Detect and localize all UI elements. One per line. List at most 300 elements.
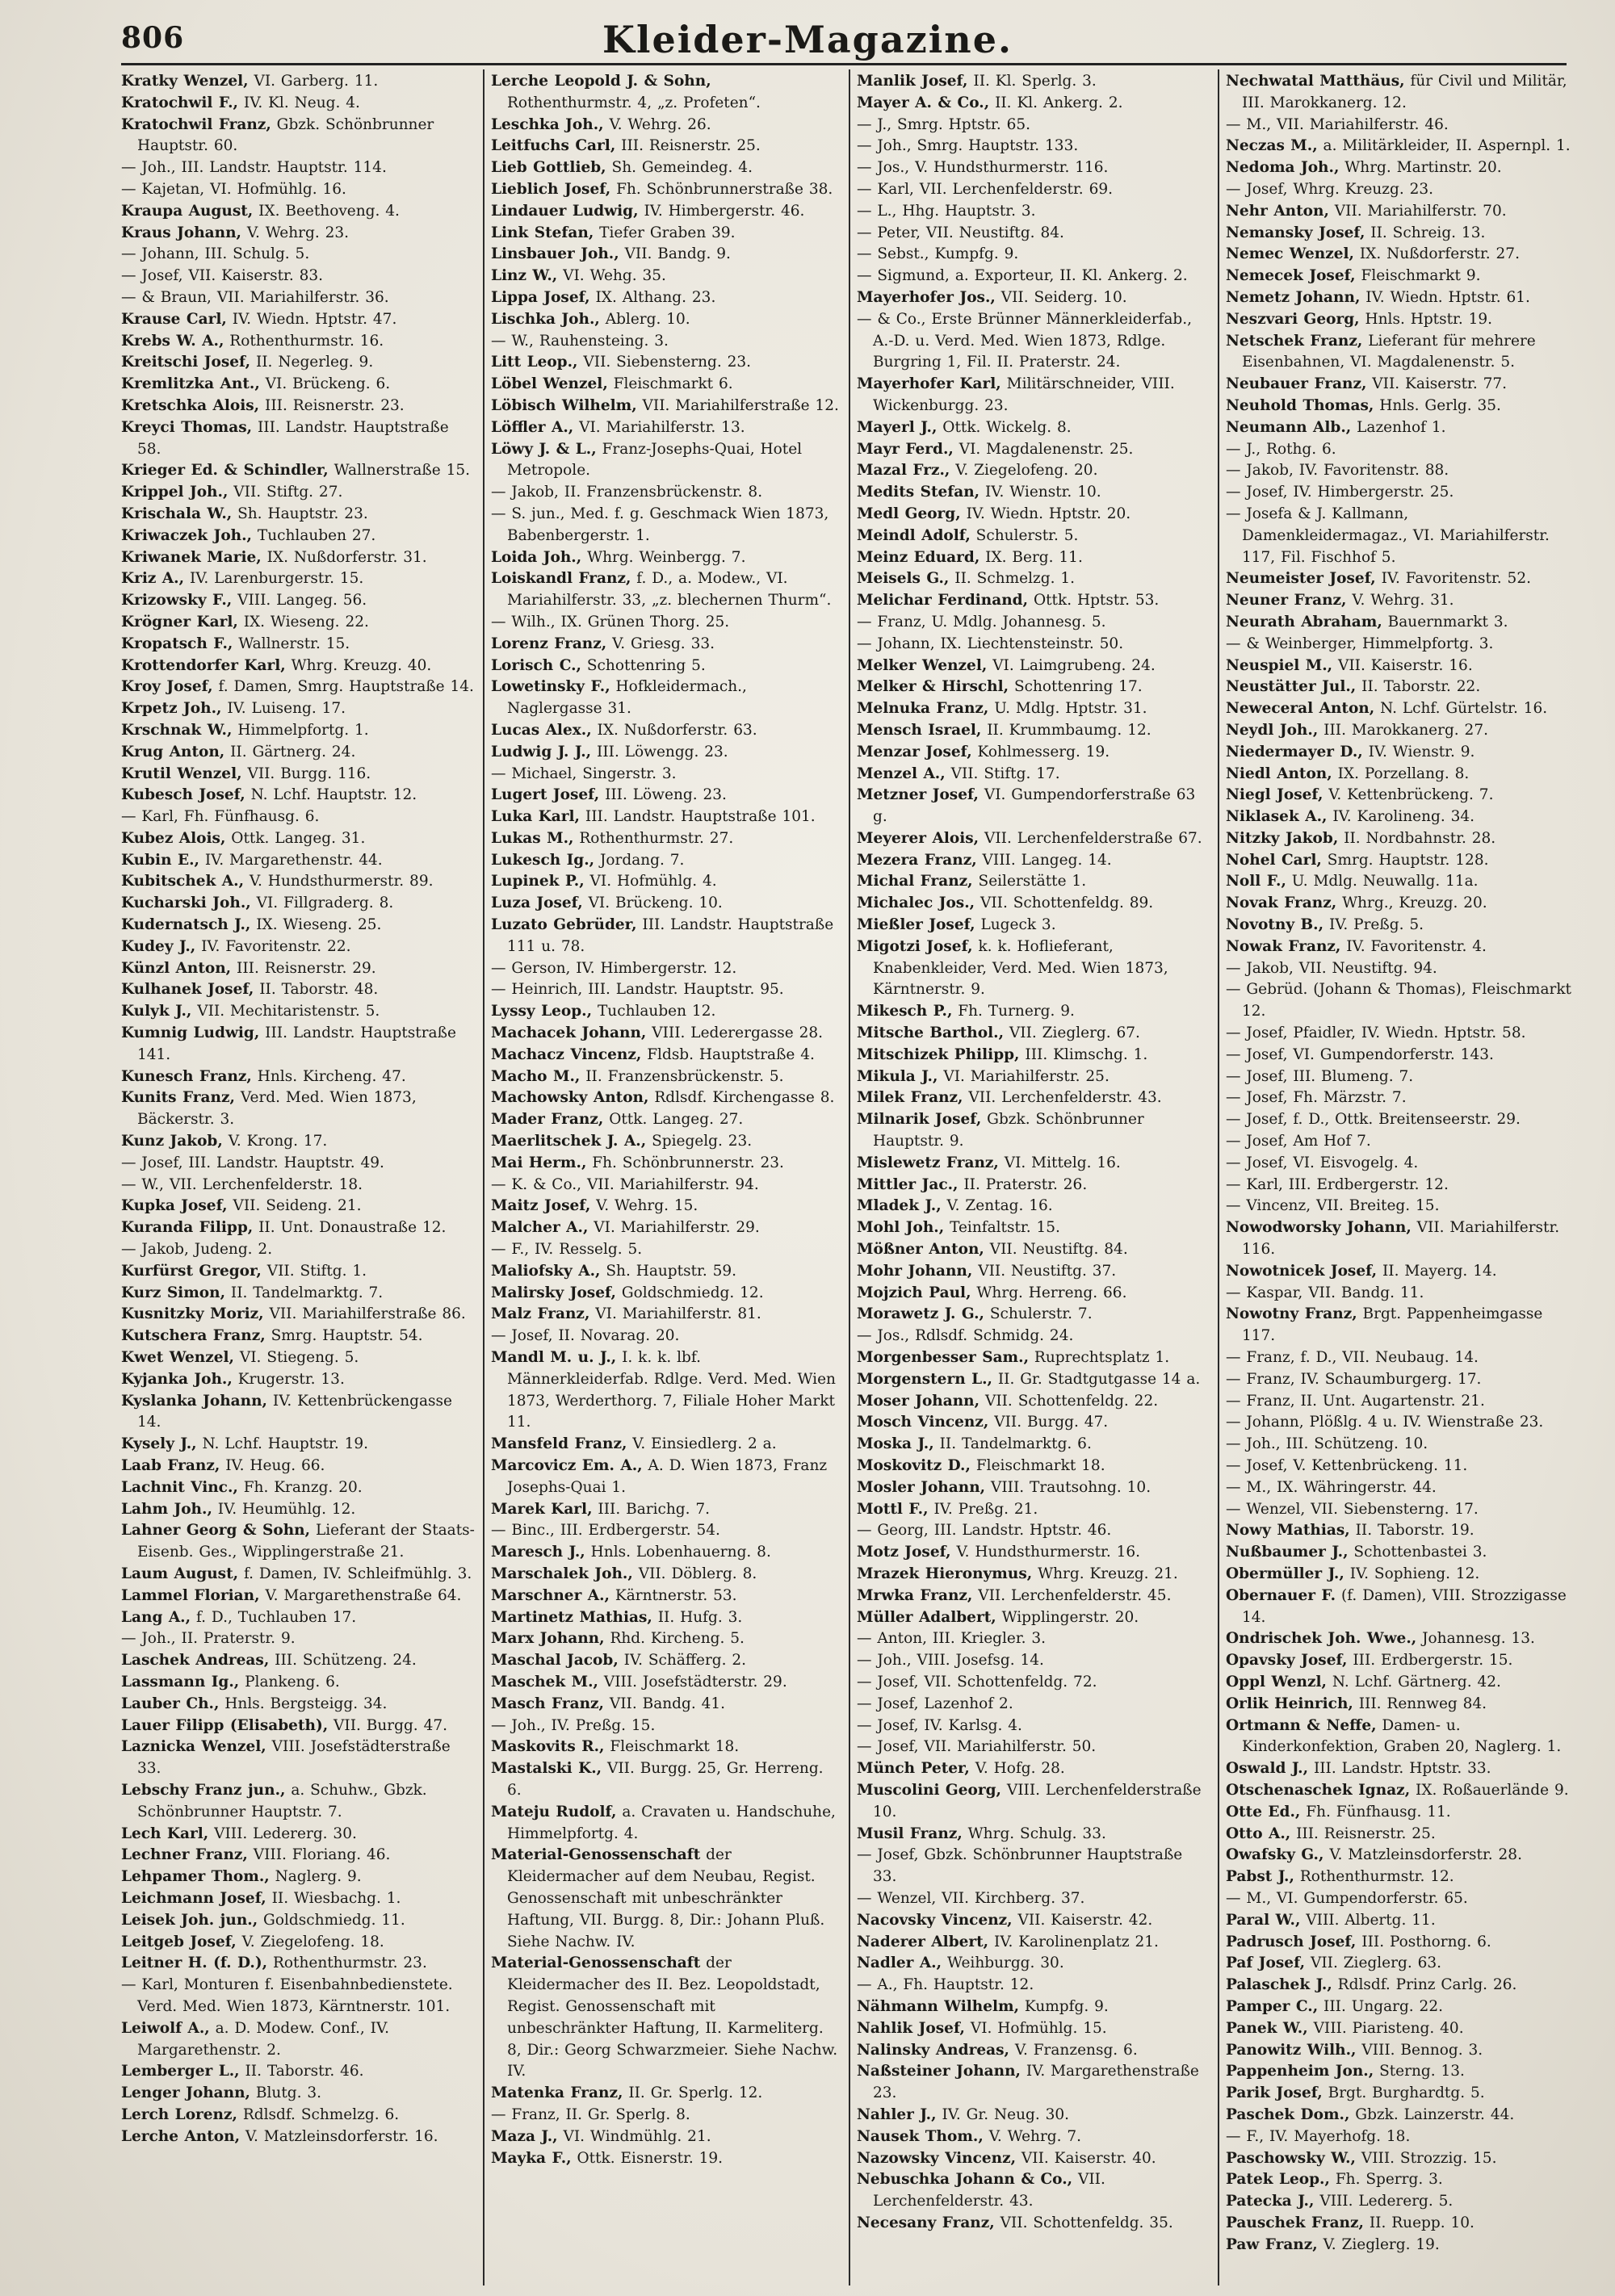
entry-address: Monturen f. Eisenbahnbedienstete. Verd. Med. Wien 1873, Kärntnerstr. 101. [137,1976,453,2015]
entry-address: k. k. Hoflieferant, Knabenkleider, Verd. Med. Wien 1873, Kärntnerstr. 9. [873,937,1168,999]
entry-address: IV. Sophieng. 12. [1349,1565,1480,1582]
entry-address: (f. Damen), VIII. Strozzigasse 14. [1242,1586,1567,1626]
directory-entry [121,936,475,958]
entry-name: Lukas M., [491,829,574,847]
entry-address: VII. Mechitaristenstr. 5. [197,1003,380,1020]
entry-address: IV. Kettenbrückengasse 14. [137,1392,452,1431]
entry-name: — Michael, [491,765,577,782]
entry-address: Schottenring 5. [586,656,706,674]
directory-entry [1226,2213,1576,2235]
directory-entry [857,1153,1210,1175]
entry-name: Pamper C., [1226,1997,1319,2015]
directory-entry [121,331,475,353]
entry-name: — J., [1226,440,1261,458]
entry-address: III. Marokkanerg. 27. [1323,721,1488,739]
entry-name: Mayka F., [491,2149,572,2167]
entry-address: IV. Wiedn. Hptstr. 47. [232,310,397,328]
directory-entry [491,1499,841,1521]
entry-address: III. Erdbergerstr. 54. [560,1522,720,1540]
directory-entry [1226,1672,1576,1694]
entry-name: Medits Stefan, [857,484,980,501]
entry-name: — L., [857,202,897,220]
entry-address: III. Ungarg. 22. [1323,1997,1443,2015]
entry-name: Nußbaumer J., [1226,1544,1349,1561]
directory-entry [1226,439,1576,461]
entry-address: III. Landstr. Hauptstraße 101. [585,808,816,826]
entry-name: Lerche Leopold J. & Sohn, [491,73,711,90]
entry-address: VI. Eisvogelg. 4. [1293,1154,1419,1171]
directory-entry [491,785,841,807]
entry-address: III. Landstr. Hauptstraße 58. [137,418,449,458]
directory-entry [491,612,841,634]
entry-address: VII. Mariahilferstr. 94. [586,1175,759,1193]
entry-address: VII. Breiteg. 15. [1316,1197,1440,1215]
entry-address: Whrg. Kreuzg. 23. [1293,180,1434,198]
entry-name: — Josef, [1226,180,1288,198]
entry-address: VI. Stiegeng. 5. [239,1349,359,1367]
directory-entry [121,201,475,223]
entry-name: — Franz, [491,2105,560,2123]
entry-name: Mai Herm., [491,1154,587,1171]
entry-address: U. Mdlg. Hptstr. 31. [994,700,1147,718]
directory-entry [491,2148,841,2170]
entry-name: Nedoma Joh., [1226,159,1340,177]
entry-name: Kreyci Thomas, [121,418,253,436]
entry-name: Malirsky Josef, [491,1284,616,1301]
entry-address: VII. Neustiftg. 84. [989,1241,1128,1259]
entry-address: Schulerstr. 7. [989,1305,1093,1323]
entry-address: V. Wehrg. 23. [246,224,350,241]
directory-entry [1226,1586,1576,1629]
entry-address: VII. Stiftg. 1. [266,1262,367,1280]
entry-name: Paschowsky W., [1226,2149,1356,2167]
entry-name: — Joh., [121,159,176,177]
entry-name: Neurath Abraham, [1226,613,1382,631]
entry-address: N. Lchf. Gürtelstr. 16. [1380,700,1548,718]
entry-address: III. Reisnerstr. 25. [1296,1825,1436,1842]
entry-name: Link Stefan, [491,224,594,241]
entry-name: Lachnit Vinc., [121,1478,238,1496]
directory-entry [121,785,475,807]
entry-name: — Josef, [857,1673,919,1691]
directory-entry [857,1477,1210,1499]
directory-entry [121,309,475,331]
entry-name: Patek Leop., [1226,2171,1330,2189]
directory-entry [491,2105,841,2126]
entry-address: Kohlmesserg. 19. [977,743,1110,760]
entry-name: Laznicka Wenzel, [121,1738,266,1756]
entry-address: VII. Mariahilferstr. 70. [1334,202,1507,220]
directory-entry [857,115,1210,136]
entry-name: Martinetz Mathias, [491,1608,652,1626]
entry-address: Hnls. Lobenhauerng. 8. [590,1544,771,1561]
entry-name: — Anton, [857,1630,928,1648]
entry-address: Rdlsdf. Schmidg. 24. [915,1327,1074,1345]
directory-entry [857,720,1210,742]
directory-entry [491,634,841,656]
directory-entry [491,136,841,157]
entry-name: — Josef, [121,267,183,285]
entry-address: a. Exporteur, II. Kl. Ankerg. 2. [954,267,1188,285]
entry-address: II. Schreig. 13. [1370,224,1486,241]
entry-address: II. Tandelmarktg. 7. [230,1284,384,1301]
directory-entry [1226,1499,1576,1521]
directory-entry [491,1650,841,1672]
entry-name: — Gerson, [491,959,571,977]
entry-address: II. Mayerg. 14. [1382,1262,1497,1280]
directory-entry [1226,915,1576,936]
entry-name: Michal Franz, [857,873,973,890]
directory-entry [1226,201,1576,223]
entry-name: — Josef, [1226,1045,1288,1063]
directory-entry [1226,1845,1576,1867]
entry-address: Rothenthurmstr. 23. [272,1955,427,1972]
entry-address: Hnls. Kircheng. 47. [257,1067,406,1085]
entry-name: Leitner H. (f. D.), [121,1955,268,1972]
entry-name: — Josefa & J. Kallmann, [1226,505,1409,522]
entry-address: IV. Larenburgerstr. 15. [189,570,364,588]
directory-entry [121,1369,475,1391]
directory-entry [121,287,475,309]
directory-entry [491,1586,841,1607]
directory-entry [491,1109,841,1131]
entry-name: — Josef, [857,1716,919,1734]
entry-name: Nacovsky Vincenz, [857,1911,1013,1929]
directory-entry [1226,157,1576,179]
directory-entry [857,1542,1210,1564]
entry-name: Pappenheim Jon., [1226,2063,1374,2080]
entry-address: Fh. Schönbrunnerstraße 38. [616,180,833,198]
directory-entry [1226,504,1576,568]
entry-name: Lahner Georg & Sohn, [121,1522,311,1540]
entry-address: IV. Margarethenstr. 44. [204,851,383,869]
entry-name: Machacek Johann, [491,1024,647,1042]
entry-address: Ottk. Langeg. 31. [231,829,366,847]
entry-name: — Karl, [1226,1175,1283,1193]
directory-entry [857,526,1210,547]
entry-address: II. Unt. Donaustraße 12. [258,1219,447,1237]
directory-entry [1226,2126,1576,2148]
entry-address: Sh. Hauptstr. 23. [237,505,368,522]
entry-address: IV. Wienstr. 9. [1368,743,1475,760]
directory-entry [1226,309,1576,331]
directory-entry [121,2105,475,2126]
entry-address: VIII. Josefstädterstr. 29. [603,1673,787,1691]
entry-name: Kroy Josef, [121,678,213,696]
directory-entry [1226,1975,1576,1996]
entry-name: — W., [121,1175,164,1193]
directory-entry [1226,677,1576,698]
directory-entry [857,893,1210,915]
entry-address: VIII. Piaristeng. 40. [1313,2019,1464,2037]
entry-name: Marek Karl, [491,1500,593,1518]
entry-address: Smrg. Hauptstr. 54. [271,1327,423,1345]
directory-entry [121,1499,475,1521]
entry-address: VI. Brückeng. 6. [265,375,391,393]
entry-name: — Vincenz, [1226,1197,1311,1215]
entry-address: VII. Stiftg. 17. [950,765,1060,782]
entry-name: Nahlik Josef, [857,2019,965,2037]
entry-address: U. Mdlg. Johannesg. 5. [931,613,1106,631]
entry-address: III. Landstr. Hptstr. 46. [933,1522,1112,1540]
directory-entry [491,482,841,504]
directory-entry [1226,742,1576,764]
directory-entry [121,2061,475,2083]
entry-name: — Jakob, [1226,959,1294,977]
entry-address: VII. Seideng. 21. [233,1197,362,1215]
directory-entry [1226,720,1576,742]
entry-address: IV. Wiedn. Hptstr. 61. [1365,288,1530,306]
entry-address: V. Hundsthurmerstr. 16. [956,1544,1141,1561]
entry-name: Mikesch P., [857,1003,953,1020]
entry-address: U. Mdlg. Neuwallg. 11a. [1291,873,1479,890]
entry-name: Niedermayer D., [1226,743,1363,760]
directory-entry [1226,396,1576,417]
directory-entry [857,1045,1210,1066]
entry-address: VII. Lerchenfelderstr. 45. [978,1586,1172,1604]
directory-entry [1226,1109,1576,1131]
entry-name: Kubin E., [121,851,199,869]
entry-address: III. Posthorng. 6. [1361,1933,1491,1950]
entry-name: Kucharski Joh., [121,895,251,912]
entry-name: Kutschera Franz, [121,1327,266,1345]
entry-name: Mottl F., [857,1500,929,1518]
entry-address: VIII. Lerchenfelderstraße 10. [873,1781,1202,1820]
entry-name: Otschenaschek Ignaz, [1226,1781,1411,1799]
entry-name: Krebs W. A., [121,332,224,350]
directory-entry [857,612,1210,634]
entry-address: II. Kl. Ankerg. 2. [995,94,1123,111]
directory-entry [857,439,1210,461]
entry-name: Macho M., [491,1067,581,1085]
directory-entry [121,1391,475,1435]
entry-address: Fh. Schönbrunnerstr. 23. [592,1154,784,1171]
entry-address: Weihburgg. 30. [946,1955,1064,1972]
entry-name: Pauschek Franz, [1226,2214,1364,2231]
directory-entry [1226,1953,1576,1975]
entry-name: — W., [491,332,534,350]
directory-entry [121,71,475,93]
directory-entry [857,1347,1210,1369]
entry-address: Am Hof 7. [1293,1133,1371,1150]
entry-name: Leichmann Josef, [121,1889,266,1907]
directory-entry [491,1564,841,1586]
entry-address: VI. Fillgraderg. 8. [256,895,394,912]
entry-address: Gbzk. Lainzerstr. 44. [1355,2105,1515,2123]
directory-entry [491,1542,841,1564]
entry-address: Fleischmarkt 18. [975,1457,1105,1474]
entry-address: Fh. Hauptstr. 12. [903,1976,1034,1994]
directory-entry [121,720,475,742]
directory-entry [121,1001,475,1023]
entry-name: Kysely J., [121,1435,197,1453]
entry-address: III. Löweng. 23. [605,786,727,804]
directory-entry [121,807,475,828]
entry-name: Lerch Lorenz, [121,2105,237,2123]
entry-name: Meindl Adolf, [857,526,971,544]
entry-name: — M., [1226,1478,1272,1496]
entry-address: Schottenbastei 3. [1353,1544,1487,1561]
directory-entry [491,979,841,1001]
entry-name: Kulyk J., [121,1003,192,1020]
entry-address: VII. Stiftg. 27. [233,484,343,501]
entry-address: Rdlsdf. Schmelzg. 6. [242,2105,400,2123]
entry-address: Hnls. Hptstr. 19. [1365,310,1493,328]
entry-name: Marcovicz Em. A., [491,1457,643,1474]
entry-name: Kurfürst Gregor, [121,1262,262,1280]
entry-name: Neweceral Anton, [1226,700,1375,718]
directory-entry [491,2083,841,2105]
entry-address: IX. Währingerstr. 44. [1276,1478,1437,1496]
entry-address: II. Franzensbrückenstr. 8. [564,484,763,501]
entry-name: — Josef, [857,1846,919,1864]
entry-name: Mitschizek Philipp, [857,1045,1020,1063]
entry-address: V. Griesg. 33. [612,635,715,652]
directory-entry [857,1975,1210,1996]
directory-entry [857,742,1210,764]
entry-name: Novotny B., [1226,916,1324,934]
directory-entry [1226,1434,1576,1456]
directory-entry [1226,893,1576,915]
entry-address: Ablerg. 10. [605,310,690,328]
directory-entry [121,1196,475,1217]
directory-entry [857,460,1210,482]
entry-name: Luzato Gebrüder, [491,916,637,934]
entry-name: Mader Franz, [491,1111,604,1129]
directory-entry [857,1109,1210,1153]
entry-address: V. Wehrg. 31. [1352,592,1454,610]
entry-address: VIII. Bennog. 3. [1361,2041,1483,2059]
directory-entry [491,850,841,872]
entry-name: Linsbauer Joh., [491,245,619,263]
directory-entry [857,2169,1210,2213]
entry-address: II. Taborstr. 48. [259,981,379,999]
entry-address: Sh. Hauptstr. 59. [606,1262,737,1280]
directory-entry [121,1824,475,1846]
entry-address: Schottenring 17. [1013,678,1143,696]
entry-name: Lyssy Leop., [491,1003,593,1020]
directory-entry [857,1304,1210,1326]
directory-entry [857,2061,1210,2105]
entry-address: Hofkleidermach., Naglergasse 31. [507,678,747,718]
entry-name: Machacz Vincenz, [491,1045,642,1063]
entry-name: — Jakob, [121,1241,189,1259]
directory-entry [1226,568,1576,590]
directory-entry [857,1499,1210,1521]
entry-address: VI. Windmühlg. 21. [563,2127,711,2145]
entry-address: II. Negerleg. 9. [255,354,374,371]
entry-name: Laab Franz, [121,1457,220,1474]
directory-entry [491,677,841,720]
entry-address: VI. Laimgrubeng. 24. [992,656,1156,674]
entry-name: Morgenstern L., [857,1370,992,1388]
directory-entry [1226,1023,1576,1045]
entry-address: VII. Mariahilferstr. 116. [1242,1219,1560,1259]
directory-entry [1226,1477,1576,1499]
directory-entry [857,504,1210,526]
entry-name: Nahler J., [857,2105,937,2123]
entry-address: VIII. Langeg. 14. [982,851,1112,869]
entry-name: Lehpamer Thom., [121,1868,270,1886]
directory-entry [857,1650,1210,1672]
entry-name: Lassmann Ig., [121,1673,240,1691]
entry-address: Fh. Märzstr. 7. [1293,1089,1407,1107]
entry-name: Maitz Josef, [491,1197,591,1215]
entry-address: V. Franzensg. 6. [1014,2041,1138,2059]
directory-entry [857,1434,1210,1456]
entry-name: Nehr Anton, [1226,202,1329,220]
entry-address: IV. Favoritenstr. 88. [1298,462,1449,480]
directory-entry [491,396,841,417]
directory-entry [491,1283,841,1305]
entry-address: Lugeck 3. [980,916,1056,934]
entry-address: II. Gr. Sperlg. 8. [565,2105,690,2123]
entry-address: V. Wehrg. 15. [596,1197,698,1215]
entry-name: — Jakob, [491,484,559,501]
entry-address: VIII. Ledererg. 5. [1319,2193,1454,2210]
directory-entry [491,656,841,677]
directory-entry [857,1694,1210,1716]
entry-name: Künzl Anton, [121,959,232,977]
directory-entry [491,1628,841,1650]
entry-address: Smrg. Hauptstr. 128. [1327,851,1489,869]
entry-name: Paw Franz, [1226,2235,1318,2253]
directory-entry [121,915,475,936]
entry-address: Rdlsdf. Kirchengasse 8. [654,1089,835,1107]
entry-name: Loiskandl Franz, [491,570,631,588]
entry-name: Matenka Franz, [491,2084,623,2102]
directory-entry [121,1023,475,1066]
directory-entry [121,1087,475,1131]
entry-address: II. Novarag. 20. [558,1327,680,1345]
entry-address: Whrg. Weinbergg. 7. [587,548,746,566]
entry-name: Krischala W., [121,505,233,522]
directory-entry [1226,1087,1576,1109]
entry-address: II. Unt. Augartenstr. 21. [1300,1392,1485,1410]
entry-name: — Wenzel, [857,1889,937,1907]
entry-address: IV. Himbergerstr. 46. [644,202,805,220]
entry-address: f. Damen, Smrg. Hauptstraße 14. [218,678,474,696]
entry-name: Menzar Josef, [857,743,972,760]
entry-name: Patecka J., [1226,2193,1315,2210]
entry-address: V. Krong. 17. [228,1133,328,1150]
entry-address: IV. Schäfferg. 2. [623,1652,747,1670]
directory-entry [491,287,841,309]
entry-name: Mojzich Paul, [857,1284,971,1301]
entry-name: Musil Franz, [857,1825,963,1842]
entry-address: Franz-Josephs-Quai, Hotel Metropole. [507,440,803,480]
directory-entry [1226,2061,1576,2083]
entry-address: Schulerstr. 5. [975,526,1079,544]
entry-address: Whrg. Schulg. 33. [967,1825,1106,1842]
entry-address: V. Zieglerg. 19. [1323,2235,1440,2253]
directory-entry [857,266,1210,287]
entry-name: — Josef, [121,1154,183,1171]
entry-address: VII. Lerchenfelderstraße 67. [984,829,1202,847]
entry-address: VI. Gumpendorferstr. 65. [1276,1889,1468,1907]
directory-entry [1226,2148,1576,2170]
directory-entry [1226,1066,1576,1088]
entry-address: IV. Luiseng. 17. [227,700,346,718]
entry-name: Masch Franz, [491,1695,604,1712]
entry-name: Mießler Josef, [857,916,975,934]
entry-address: V. Kettenbrückeng. 11. [1293,1457,1468,1474]
directory-entry [857,590,1210,612]
entry-name: Kratky Wenzel, [121,73,249,90]
entry-name: Padrusch Josef, [1226,1933,1357,1950]
entry-address: IV. Himbergerstr. 12. [576,959,737,977]
directory-entry [857,1283,1210,1305]
